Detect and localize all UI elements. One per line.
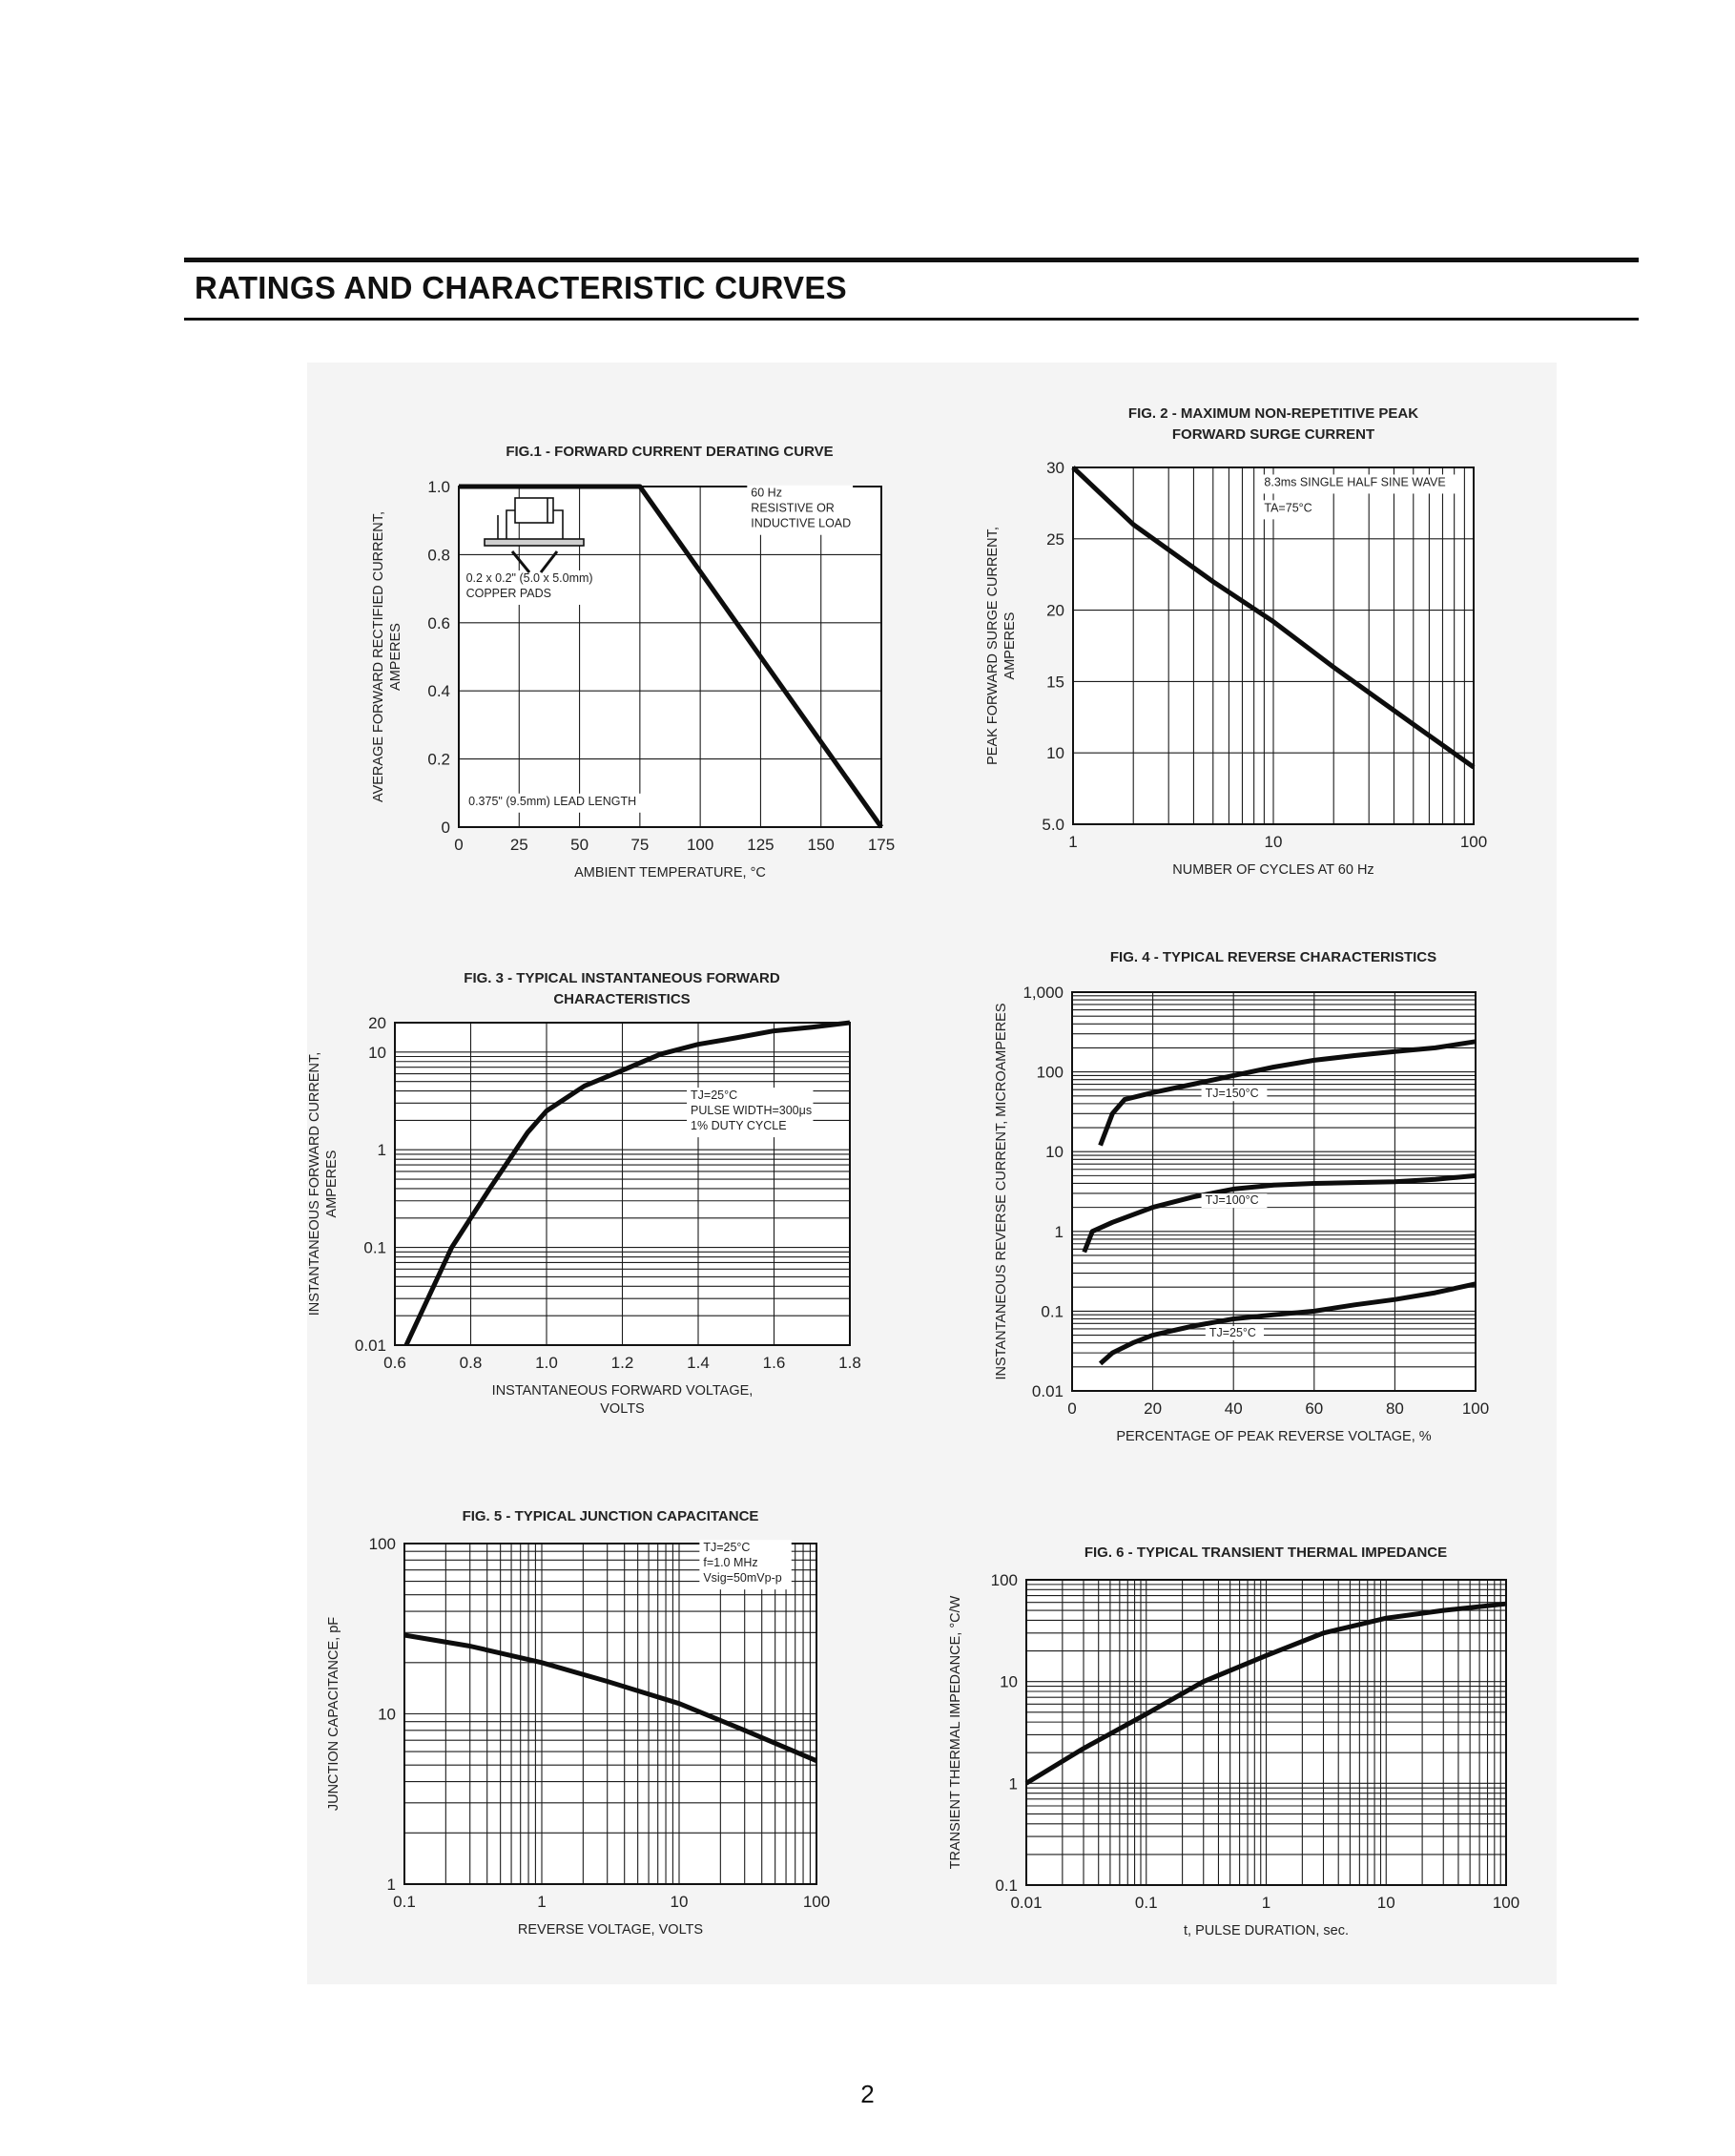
fig6-y-tick-label: 10 bbox=[1000, 1672, 1018, 1691]
fig4-chart bbox=[994, 949, 1489, 1444]
fig1-y-tick-label: 0.8 bbox=[427, 546, 450, 565]
fig4-title: FIG. 4 - TYPICAL REVERSE CHARACTERISTICS bbox=[1109, 949, 1437, 965]
fig2-grid bbox=[1073, 467, 1474, 824]
fig3-y-tick-label: 0.1 bbox=[363, 1238, 386, 1257]
fig2-x-axis-label: NUMBER OF CYCLES AT 60 Hz bbox=[1172, 862, 1374, 878]
fig3-x-tick-label: 0.6 bbox=[383, 1354, 406, 1372]
fig1-x-tick-label: 125 bbox=[747, 836, 775, 854]
fig1-x-axis-label: AMBIENT TEMPERATURE, °C bbox=[574, 865, 766, 881]
fig6-x-tick-label: 100 bbox=[1492, 1894, 1520, 1912]
fig4-x-tick-label: 60 bbox=[1305, 1399, 1324, 1418]
fig3-x-axis-label: VOLTS bbox=[600, 1401, 645, 1417]
fig3-x-tick-label: 1.2 bbox=[610, 1354, 634, 1372]
fig3-x-axis-label: INSTANTANEOUS FORWARD VOLTAGE, bbox=[491, 1383, 754, 1399]
fig3-x-tick-label: 1.0 bbox=[535, 1354, 558, 1372]
fig4-y-tick-label: 100 bbox=[1036, 1063, 1064, 1082]
fig1-annotation-text: 0.375" (9.5mm) LEAD LENGTH bbox=[468, 794, 637, 808]
fig5-y-axis-label: JUNCTION CAPACITANCE, pF bbox=[326, 1616, 341, 1812]
fig4-y-tick-label: 10 bbox=[1045, 1143, 1064, 1162]
fig3-y-tick-label: 20 bbox=[368, 1014, 386, 1032]
fig1-y-axis-label: AVERAGE FORWARD RECTIFIED CURRENT, bbox=[371, 510, 386, 803]
fig5-y-tick-label: 10 bbox=[378, 1705, 396, 1724]
fig5-x-tick-label: 10 bbox=[670, 1893, 689, 1911]
fig1-x-tick-label: 75 bbox=[630, 836, 650, 854]
fig1-y-tick-label: 0 bbox=[441, 819, 450, 837]
fig2-y-tick-label: 5.0 bbox=[1042, 816, 1064, 834]
page-number: 2 bbox=[860, 2080, 875, 2108]
fig3-title: FIG. 3 - TYPICAL INSTANTANEOUS FORWARD bbox=[464, 970, 780, 986]
fig3-y-tick-label: 0.01 bbox=[354, 1337, 386, 1355]
fig4-series-label: TJ=25°C bbox=[1208, 1326, 1256, 1340]
fig5-y-tick-label: 1 bbox=[386, 1876, 396, 1894]
fig1-y-tick-label: 1.0 bbox=[427, 478, 450, 496]
page-title: RATINGS AND CHARACTERISTIC CURVES bbox=[195, 270, 847, 305]
fig1-y-tick-label: 0.2 bbox=[427, 750, 450, 769]
fig5-annotation-text: Vsig=50mVp-p bbox=[703, 1571, 782, 1586]
fig4-x-tick-label: 40 bbox=[1224, 1399, 1243, 1418]
fig3-y-axis-label: AMPERES bbox=[324, 1150, 340, 1218]
fig3-y-tick-label: 10 bbox=[368, 1043, 386, 1062]
fig5-annotation-text: f=1.0 MHz bbox=[703, 1556, 758, 1570]
fig4-x-tick-label: 100 bbox=[1461, 1399, 1490, 1418]
fig6-chart bbox=[948, 1544, 1519, 1938]
fig6-y-tick-label: 100 bbox=[990, 1571, 1018, 1589]
fig6-x-tick-label: 1 bbox=[1261, 1894, 1271, 1912]
fig1-annotation-text: 60 Hz bbox=[751, 486, 782, 500]
fig1-annotation-text: 0.2 x 0.2" (5.0 x 5.0mm) bbox=[465, 570, 593, 585]
fig2-chart bbox=[985, 405, 1487, 878]
fig5-y-tick-label: 100 bbox=[368, 1535, 396, 1553]
fig5-x-tick-label: 1 bbox=[537, 1893, 547, 1911]
fig4-y-tick-label: 0.01 bbox=[1031, 1382, 1064, 1400]
fig5-annotation-text: TJ=25°C bbox=[703, 1541, 751, 1555]
fig1-annotation-text: COPPER PADS bbox=[465, 586, 551, 600]
fig2-annotation-text: 8.3ms SINGLE HALF SINE WAVE bbox=[1264, 475, 1446, 489]
fig3-y-tick-label: 1 bbox=[377, 1141, 386, 1160]
fig6-x-axis-label: t, PULSE DURATION, sec. bbox=[1184, 1923, 1349, 1938]
fig1-annotation-text: RESISTIVE OR bbox=[751, 501, 835, 515]
fig4-x-tick-label: 0 bbox=[1067, 1399, 1077, 1418]
fig4-x-axis-label: PERCENTAGE OF PEAK REVERSE VOLTAGE, % bbox=[1116, 1429, 1432, 1444]
fig2-y-tick-label: 20 bbox=[1046, 601, 1064, 620]
fig2-y-axis-label: PEAK FORWARD SURGE CURRENT, bbox=[985, 527, 1001, 765]
fig1-x-tick-label: 0 bbox=[454, 836, 464, 854]
fig4-series-label: TJ=150°C bbox=[1205, 1087, 1259, 1101]
fig5-x-axis-label: REVERSE VOLTAGE, VOLTS bbox=[517, 1922, 704, 1938]
fig6-x-tick-label: 0.01 bbox=[1010, 1894, 1043, 1912]
fig6-x-tick-label: 10 bbox=[1376, 1894, 1395, 1912]
fig6-title: FIG. 6 - TYPICAL TRANSIENT THERMAL IMPEDANCE bbox=[1084, 1544, 1448, 1561]
fig2-y-tick-label: 30 bbox=[1046, 459, 1064, 477]
fig1-title: FIG.1 - FORWARD CURRENT DERATING CURVE bbox=[506, 444, 834, 460]
fig5-x-tick-label: 100 bbox=[802, 1893, 831, 1911]
fig2-y-tick-label: 25 bbox=[1046, 529, 1064, 549]
fig6-y-tick-label: 0.1 bbox=[995, 1876, 1018, 1895]
fig1-y-axis-label: AMPERES bbox=[388, 623, 403, 691]
fig3-title: CHARACTERISTICS bbox=[553, 991, 691, 1007]
fig1-y-tick-label: 0.6 bbox=[427, 613, 450, 632]
fig3-chart bbox=[307, 970, 861, 1417]
fig3-annotation-text: TJ=25°C bbox=[691, 1088, 738, 1103]
fig1-x-tick-label: 150 bbox=[807, 836, 835, 854]
fig2-x-tick-label: 10 bbox=[1264, 833, 1283, 851]
fig3-x-tick-label: 1.8 bbox=[838, 1354, 861, 1372]
fig2-annotation-text: TA=75°C bbox=[1264, 501, 1312, 515]
fig2-title: FIG. 2 - MAXIMUM NON-REPETITIVE PEAK bbox=[1127, 405, 1419, 422]
fig1-plot-area bbox=[459, 487, 881, 827]
fig5-title: FIG. 5 - TYPICAL JUNCTION CAPACITANCE bbox=[462, 1508, 759, 1524]
fig2-y-axis-label: AMPERES bbox=[1002, 612, 1018, 680]
fig1-y-tick-label: 0.4 bbox=[427, 682, 450, 701]
fig2-title: FORWARD SURGE CURRENT bbox=[1171, 426, 1375, 443]
fig3-y-axis-label: INSTANTANEOUS FORWARD CURRENT, bbox=[307, 1051, 322, 1316]
fig3-x-tick-label: 1.4 bbox=[687, 1354, 710, 1372]
fig1-x-tick-label: 50 bbox=[570, 836, 589, 854]
fig2-y-tick-label: 10 bbox=[1046, 744, 1064, 763]
fig1-pcb-board bbox=[485, 539, 584, 546]
fig3-x-tick-label: 1.6 bbox=[762, 1354, 786, 1372]
fig4-x-tick-label: 20 bbox=[1144, 1399, 1163, 1418]
fig4-x-tick-label: 80 bbox=[1385, 1399, 1404, 1418]
fig5-chart bbox=[326, 1508, 830, 1938]
fig1-x-tick-label: 175 bbox=[867, 836, 896, 854]
fig3-x-tick-label: 0.8 bbox=[459, 1354, 483, 1372]
fig1-chart bbox=[371, 444, 895, 881]
fig3-annotation-text: PULSE WIDTH=300μs bbox=[691, 1104, 813, 1118]
fig6-x-tick-label: 0.1 bbox=[1134, 1894, 1158, 1912]
fig2-y-tick-label: 15 bbox=[1046, 673, 1064, 692]
fig4-y-tick-label: 1,000 bbox=[1022, 984, 1064, 1002]
fig3-annotation-text: 1% DUTY CYCLE bbox=[691, 1119, 787, 1133]
fig5-x-tick-label: 0.1 bbox=[393, 1893, 416, 1911]
fig1-annotation-text: INDUCTIVE LOAD bbox=[751, 516, 852, 530]
fig1-x-tick-label: 25 bbox=[509, 836, 528, 854]
fig4-y-tick-label: 1 bbox=[1054, 1222, 1064, 1241]
fig2-x-tick-label: 100 bbox=[1459, 833, 1488, 851]
fig4-y-tick-label: 0.1 bbox=[1041, 1302, 1064, 1321]
fig5-grid bbox=[404, 1544, 816, 1884]
fig2-x-tick-label: 1 bbox=[1068, 833, 1078, 851]
fig4-series-label: TJ=100°C bbox=[1205, 1193, 1259, 1208]
fig6-y-axis-label: TRANSIENT THERMAL IMPEDANCE, °C/W bbox=[948, 1595, 963, 1870]
fig6-y-tick-label: 1 bbox=[1008, 1774, 1018, 1793]
fig1-x-tick-label: 100 bbox=[686, 836, 714, 854]
fig4-y-axis-label: INSTANTANEOUS REVERSE CURRENT, MICROAMPERES bbox=[994, 1003, 1009, 1380]
